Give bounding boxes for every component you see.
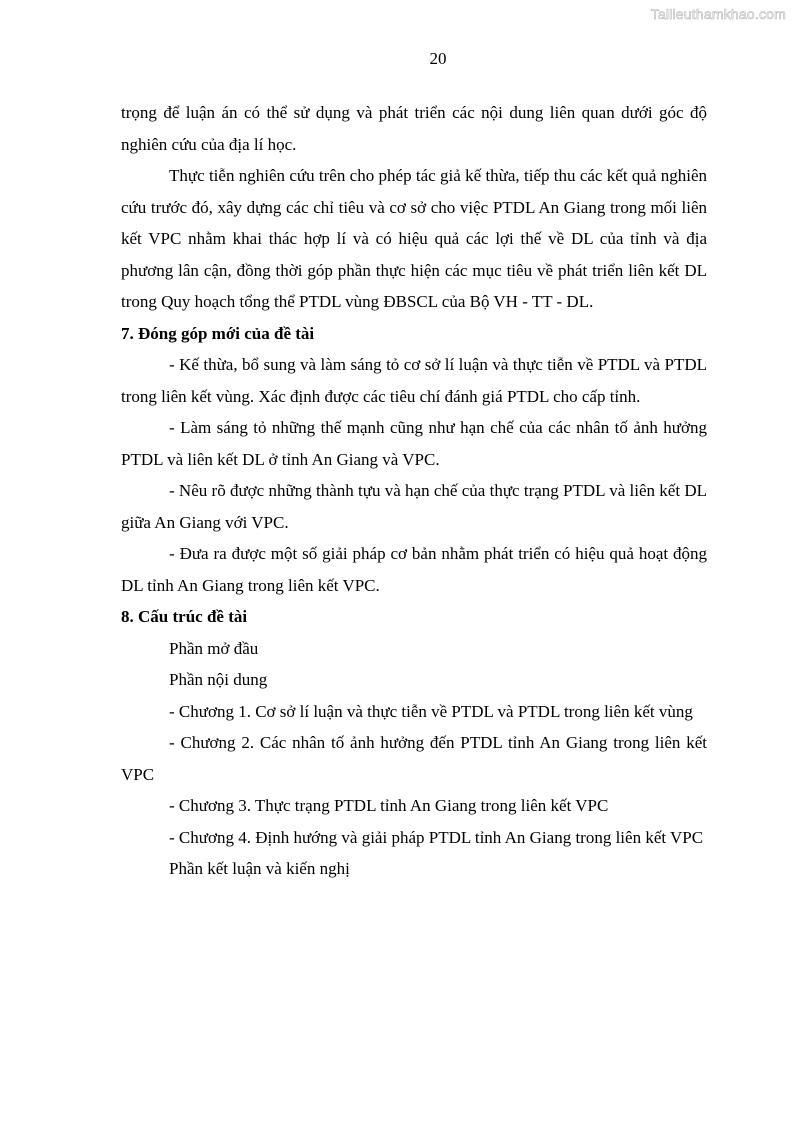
- page-number: 20: [429, 49, 447, 68]
- list-item: - Làm sáng tỏ những thế mạnh cũng như hạn chế của các nhân tố ảnh hưởng PTDL và liên kết DL ở tỉnh An Giang và VPC.: [121, 418, 707, 469]
- list-item: - Kế thừa, bổ sung và làm sáng tỏ cơ sở lí luận và thực tiễn về PTDL và PTDL trong liên kết vùng. Xác định được các tiêu chí đánh giá PTDL cho cấp tỉnh.: [121, 355, 707, 406]
- list-item: - Đưa ra được một số giải pháp cơ bản nhằm phát triển có hiệu quả hoạt động DL tỉnh An Giang trong liên kết VPC.: [121, 544, 707, 595]
- section-heading-8: 8. Cấu trúc đề tài: [121, 607, 248, 626]
- section-heading-7: 7. Đóng góp mới của đề tài: [121, 323, 315, 343]
- structure-conclusion: Phần kết luận và kiến nghị: [169, 859, 350, 878]
- structure-body-label: Phần nội dung: [169, 670, 268, 689]
- chapter-item: - Chương 2. Các nhân tố ảnh hưởng đến PTDL tỉnh An Giang trong liên kết VPC: [121, 733, 707, 784]
- chapter-item: - Chương 3. Thực trạng PTDL tỉnh An Giang trong liên kết VPC: [169, 796, 609, 815]
- chapter-item: - Chương 1. Cơ sở lí luận và thực tiễn về PTDL và PTDL trong liên kết vùng: [169, 701, 693, 721]
- structure-intro: Phần mở đầu: [169, 638, 259, 658]
- chapter-item: - Chương 4. Định hướng và giải pháp PTDL tỉnh An Giang trong liên kết VPC: [169, 827, 704, 847]
- list-item: - Nêu rõ được những thành tựu và hạn chế của thực trạng PTDL và liên kết DL giữa An Giang với VPC.: [121, 481, 707, 532]
- paragraph: trọng để luận án có thể sử dụng và phát triển các nội dung liên quan dưới góc độ nghiên cứu của địa lí học.: [121, 103, 707, 154]
- document-body: [121, 97, 707, 885]
- watermark: Tailieuthamkhao.com: [650, 6, 786, 22]
- paragraph: Thực tiễn nghiên cứu trên cho phép tác giả kế thừa, tiếp thu các kết quả nghiên cứu trước đó, xây dựng các chỉ tiêu và cơ sở cho việc PTDL An Giang trong mối liên kết VPC nhằm khai thác hợp lí và có hiệu quả các lợi thế về DL của tỉnh và địa phương lân cận, đồng thời góp phần thực hiện các mục tiêu về phát triển liên kết DL trong Quy hoạch tổng thể PTDL vùng ĐBSCL của Bộ VH - TT - DL.: [121, 166, 707, 311]
